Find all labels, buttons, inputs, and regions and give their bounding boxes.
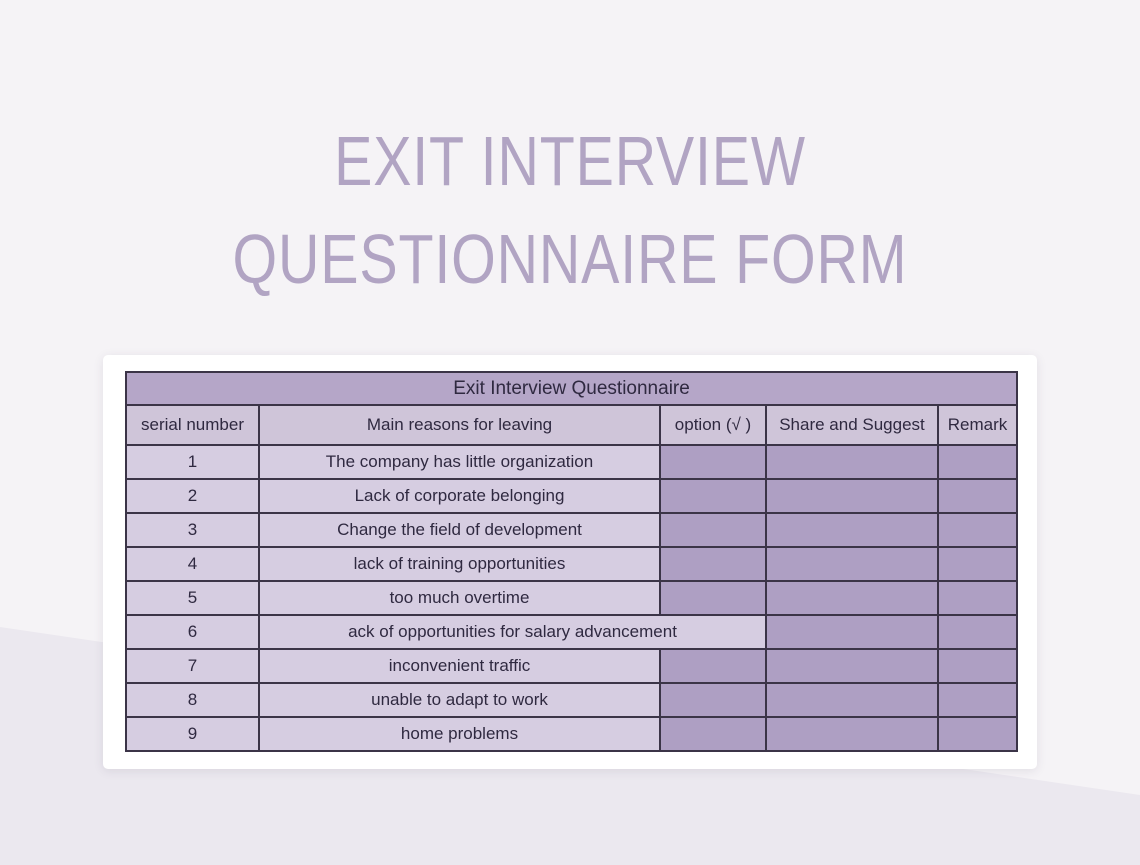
table-row (126, 683, 1017, 717)
remark-cell[interactable] (938, 581, 1017, 615)
reason-cell-overflowing: ack of opportunities for salary advancement (259, 615, 766, 649)
option-cell[interactable] (660, 547, 766, 581)
column-header-option: option (√ ) (660, 405, 766, 445)
page-title-line1: EXIT INTERVIEW (334, 122, 806, 200)
option-cell[interactable] (660, 683, 766, 717)
serial-cell: 2 (126, 479, 259, 513)
reason-cell: The company has little organization (259, 445, 660, 479)
remark-cell[interactable] (938, 513, 1017, 547)
option-cell[interactable] (660, 581, 766, 615)
table-title-row (126, 372, 1017, 405)
serial-cell: 9 (126, 717, 259, 751)
table-row (126, 547, 1017, 581)
serial-cell: 5 (126, 581, 259, 615)
reason-cell: unable to adapt to work (259, 683, 660, 717)
remark-cell[interactable] (938, 683, 1017, 717)
table-row (126, 445, 1017, 479)
column-header-share-suggest: Share and Suggest (766, 405, 938, 445)
serial-cell: 8 (126, 683, 259, 717)
remark-cell[interactable] (938, 547, 1017, 581)
remark-cell[interactable] (938, 649, 1017, 683)
column-header-main-reasons: Main reasons for leaving (259, 405, 660, 445)
serial-cell: 6 (126, 615, 259, 649)
reason-cell: too much overtime (259, 581, 660, 615)
remark-cell[interactable] (938, 717, 1017, 751)
template-preview-card (103, 355, 1037, 769)
serial-cell: 7 (126, 649, 259, 683)
page-title-line2: QUESTIONNAIRE FORM (232, 220, 908, 298)
remark-cell[interactable] (938, 615, 1017, 649)
exit-interview-table (125, 371, 1018, 752)
column-header-serial-number: serial number (126, 405, 259, 445)
table-row (126, 479, 1017, 513)
reason-cell: Lack of corporate belonging (259, 479, 660, 513)
serial-cell: 4 (126, 547, 259, 581)
remark-cell[interactable] (938, 479, 1017, 513)
table-row (126, 717, 1017, 751)
page-title (0, 112, 1140, 308)
remark-cell[interactable] (938, 445, 1017, 479)
share-cell[interactable] (766, 649, 938, 683)
share-cell[interactable] (766, 717, 938, 751)
share-cell[interactable] (766, 479, 938, 513)
table-row (126, 581, 1017, 615)
table-row (126, 615, 1017, 649)
share-cell[interactable] (766, 683, 938, 717)
share-cell[interactable] (766, 581, 938, 615)
share-cell[interactable] (766, 615, 938, 649)
table-row (126, 513, 1017, 547)
table-title: Exit Interview Questionnaire (126, 372, 1017, 405)
option-cell[interactable] (660, 445, 766, 479)
share-cell[interactable] (766, 547, 938, 581)
reason-cell: Change the field of development (259, 513, 660, 547)
reason-cell: inconvenient traffic (259, 649, 660, 683)
table-row (126, 649, 1017, 683)
option-cell[interactable] (660, 649, 766, 683)
table-header-row (126, 405, 1017, 445)
share-cell[interactable] (766, 445, 938, 479)
column-header-remark: Remark (938, 405, 1017, 445)
reason-cell: lack of training opportunities (259, 547, 660, 581)
serial-cell: 3 (126, 513, 259, 547)
option-cell[interactable] (660, 513, 766, 547)
option-cell[interactable] (660, 479, 766, 513)
option-cell[interactable] (660, 717, 766, 751)
serial-cell: 1 (126, 445, 259, 479)
reason-cell: home problems (259, 717, 660, 751)
share-cell[interactable] (766, 513, 938, 547)
